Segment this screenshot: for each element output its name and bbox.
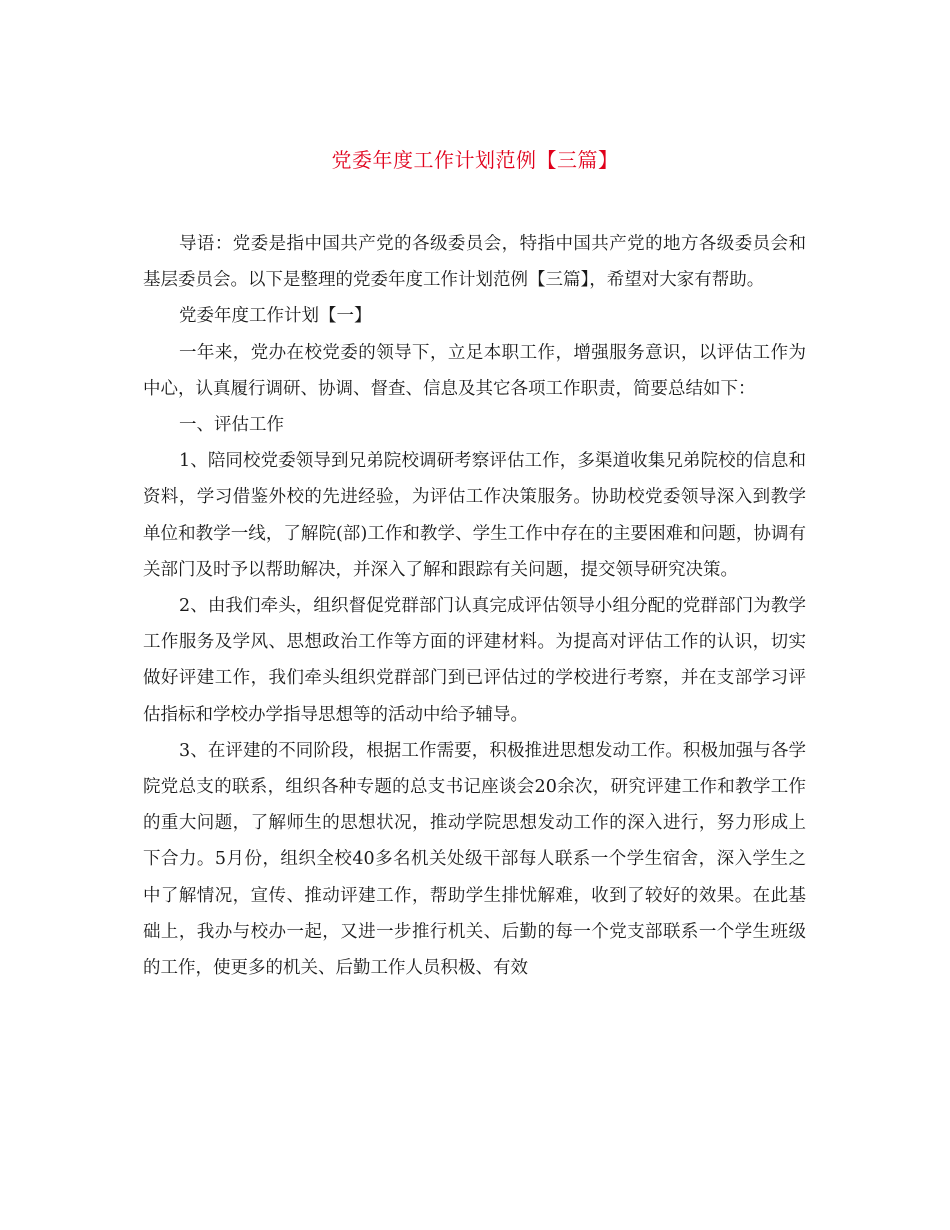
item-paragraph-3: 3、在评建的不同阶段，根据工作需要，积极推进思想发动工作。积极加强与各学院党总支的联系，组织各种专题的总支书记座谈会20余次，研究评建工作和教学工作的重大问题，了解师生的思想状况，推动学院思想发动工作的深入进行，努力形成上下合力。5月份，组织全校40多名机关处级干部每人联系一个学生宿舍，深入学生之中了解情况，宣传、推动评建工作，帮助学生排忧解难，收到了较好的效果。在此基础上，我办与校办一起，又进一步推行机关、后勤的每一个党支部联系一个学生班级的工作，使更多的机关、后勤工作人员积极、有效 bbox=[143, 740, 806, 979]
section-heading-plan-one: 党委年度工作计划【一】 bbox=[179, 306, 372, 327]
item-paragraph-1: 1、陪同校党委领导到兄弟院校调研考察评估工作，多渠道收集兄弟院校的信息和资料，学习借鉴外校的先进经验，为评估工作决策服务。协助校党委领导深入到教学单位和教学一线，了解院(部)工作和教学、学生工作中存在的主要困难和问题，协调有关部门及时予以帮助解决，并深入了解和跟踪有关问题，提交领导研究决策。 bbox=[143, 451, 806, 580]
section-heading-evaluation: 一、评估工作 bbox=[179, 415, 284, 436]
intro-paragraph: 导语：党委是指中国共产党的各级委员会，特指中国共产党的地方各级委员会和基层委员会。以下是整理的党委年度工作计划范例【三篇】，希望对大家有帮助。 bbox=[143, 234, 806, 291]
document-body bbox=[143, 226, 806, 986]
summary-paragraph: 一年来，党办在校党委的领导下，立足本职工作，增强服务意识，以评估工作为中心，认真履行调研、协调、督查、信息及其它各项工作职责，简要总结如下： bbox=[143, 342, 806, 399]
document-title: 党委年度工作计划范例【三篇】 bbox=[331, 148, 619, 172]
item-paragraph-2: 2、由我们牵头，组织督促党群部门认真完成评估领导小组分配的党群部门为教学工作服务及学风、思想政治工作等方面的评建材料。为提高对评估工作的认识，切实做好评建工作，我们牵头组织党群部门到已评估过的学校进行考察，并在支部学习评估指标和学校办学指导思想等的活动中给予辅导。 bbox=[143, 596, 806, 725]
